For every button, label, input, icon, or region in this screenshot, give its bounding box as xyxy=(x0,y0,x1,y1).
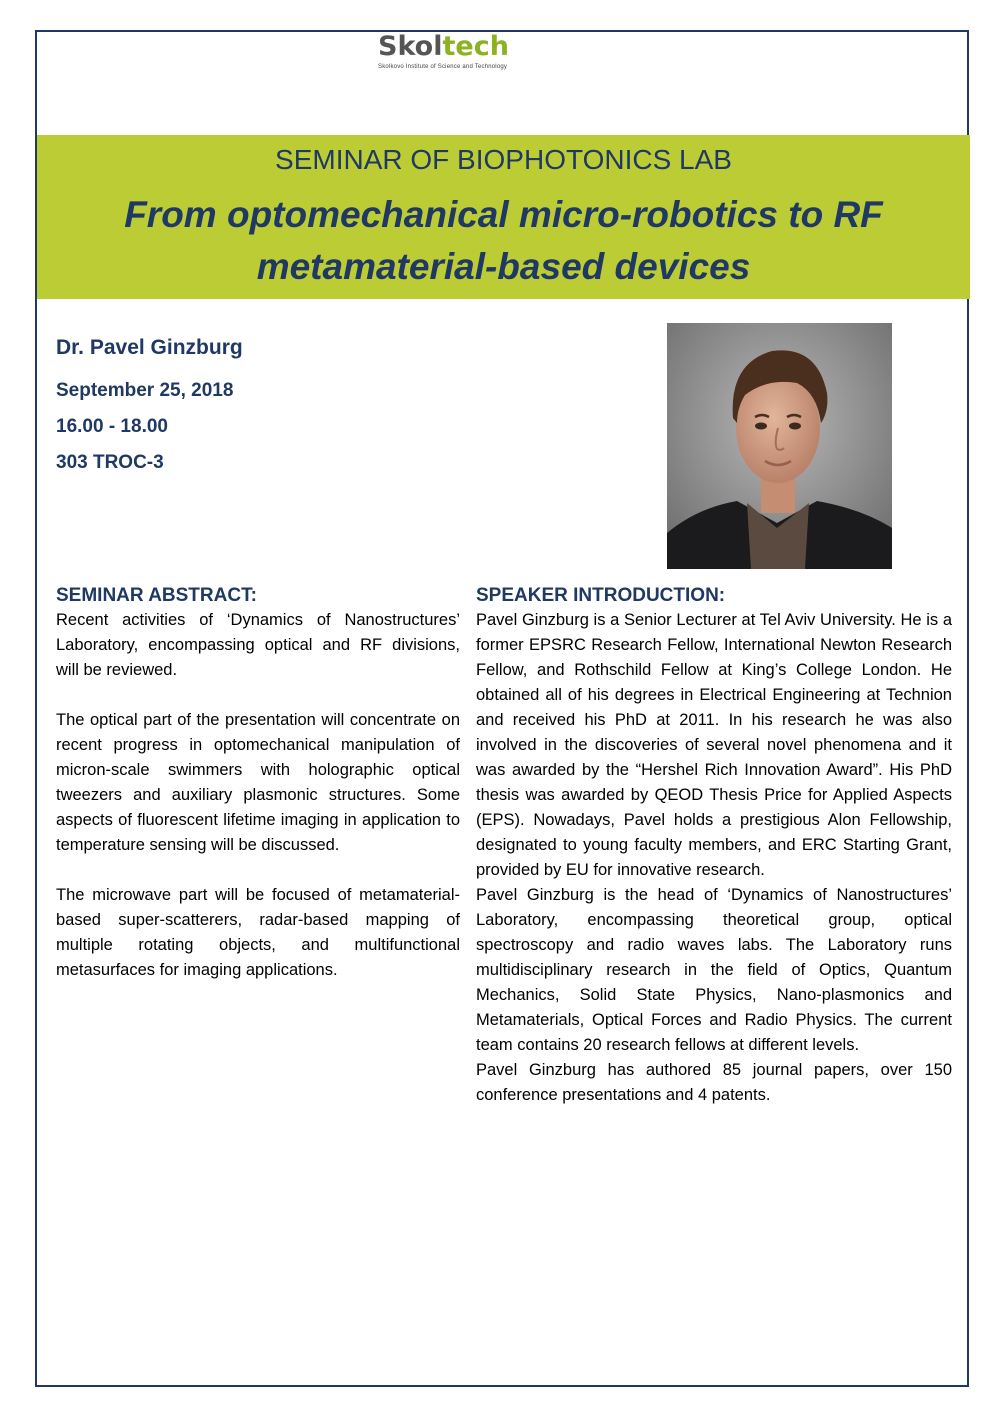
abstract-heading: SEMINAR ABSTRACT: xyxy=(56,585,257,606)
abstract-paragraph: The microwave part will be focused of metamaterial-based super-scatterers, radar-based mapping of multiple rotating objects, and multifunctional metasurfaces for imaging applications. xyxy=(56,886,460,979)
event-details xyxy=(56,333,243,481)
logo-wordmark: Skoltech xyxy=(378,31,509,62)
title-banner xyxy=(37,135,970,299)
abstract-paragraph: The optical part of the presentation will concentrate on recent progress in optomechanical manipulation of micron-scale swimmers with holographic optical tweezers and auxiliary plasmonic structures. Some aspects of fluorescent lifetime imaging in application to temperature sensing will be discussed. xyxy=(56,711,460,854)
skoltech-logo xyxy=(378,32,538,82)
event-date: September 25, 2018 xyxy=(56,380,234,401)
event-time: 16.00 - 18.00 xyxy=(56,416,168,437)
speaker-photo xyxy=(667,323,892,569)
speaker-name: Dr. Pavel Ginzburg xyxy=(56,336,243,359)
intro-paragraph: Pavel Ginzburg is the head of ‘Dynamics of Nanostructures’ Laboratory, encompassing theoretical group, optical spectroscopy and radio waves labs. The Laboratory runs multidisciplinary research in the field of Optics, Quantum Mechanics, Solid State Physics, Nano-plasmonics and Metamaterials, Optical Forces and Radio Physics. The current team contains 20 research fellows at different levels. xyxy=(476,886,952,1054)
abstract-paragraph: Recent activities of ‘Dynamics of Nanostructures’ Laboratory, encompassing optical and RF divisions, will be reviewed. xyxy=(56,611,460,679)
intro-heading: SPEAKER INTRODUCTION: xyxy=(476,585,726,606)
intro-paragraph: Pavel Ginzburg has authored 85 journal papers, over 150 conference presentations and 4 patents. xyxy=(476,1061,952,1104)
logo-tagline: Skolkovo Institute of Science and Technology xyxy=(378,64,508,70)
event-room: 303 TROC-3 xyxy=(56,452,164,473)
seminar-title: From optomechanical micro-robotics to RF metamaterial-based devices xyxy=(124,194,883,287)
speaker-intro-section xyxy=(476,583,952,1108)
seminar-kicker: SEMINAR OF BIOPHOTONICS LAB xyxy=(275,144,732,175)
intro-paragraph: Pavel Ginzburg is a Senior Lecturer at Tel Aviv University. He is a former EPSRC Research Fellow, International Newton Research Fellow, and Rothschild Fellow at King’s College London. He obtained all of his degrees in Electrical Engineering at Technion and received his PhD at 2011. In his research he was also involved in the discoveries of several novel phenomena and it was awarded by the “Hershel Rich Innovation Award”. His PhD thesis was awarded by QEOD Thesis Price for Applied Aspects (EPS). Nowadays, Pavel holds a prestigious Alon Fellowship, designated to young faculty members, and ERC Starting Grant, provided by EU for innovative research. xyxy=(476,611,952,879)
abstract-section xyxy=(56,583,460,983)
